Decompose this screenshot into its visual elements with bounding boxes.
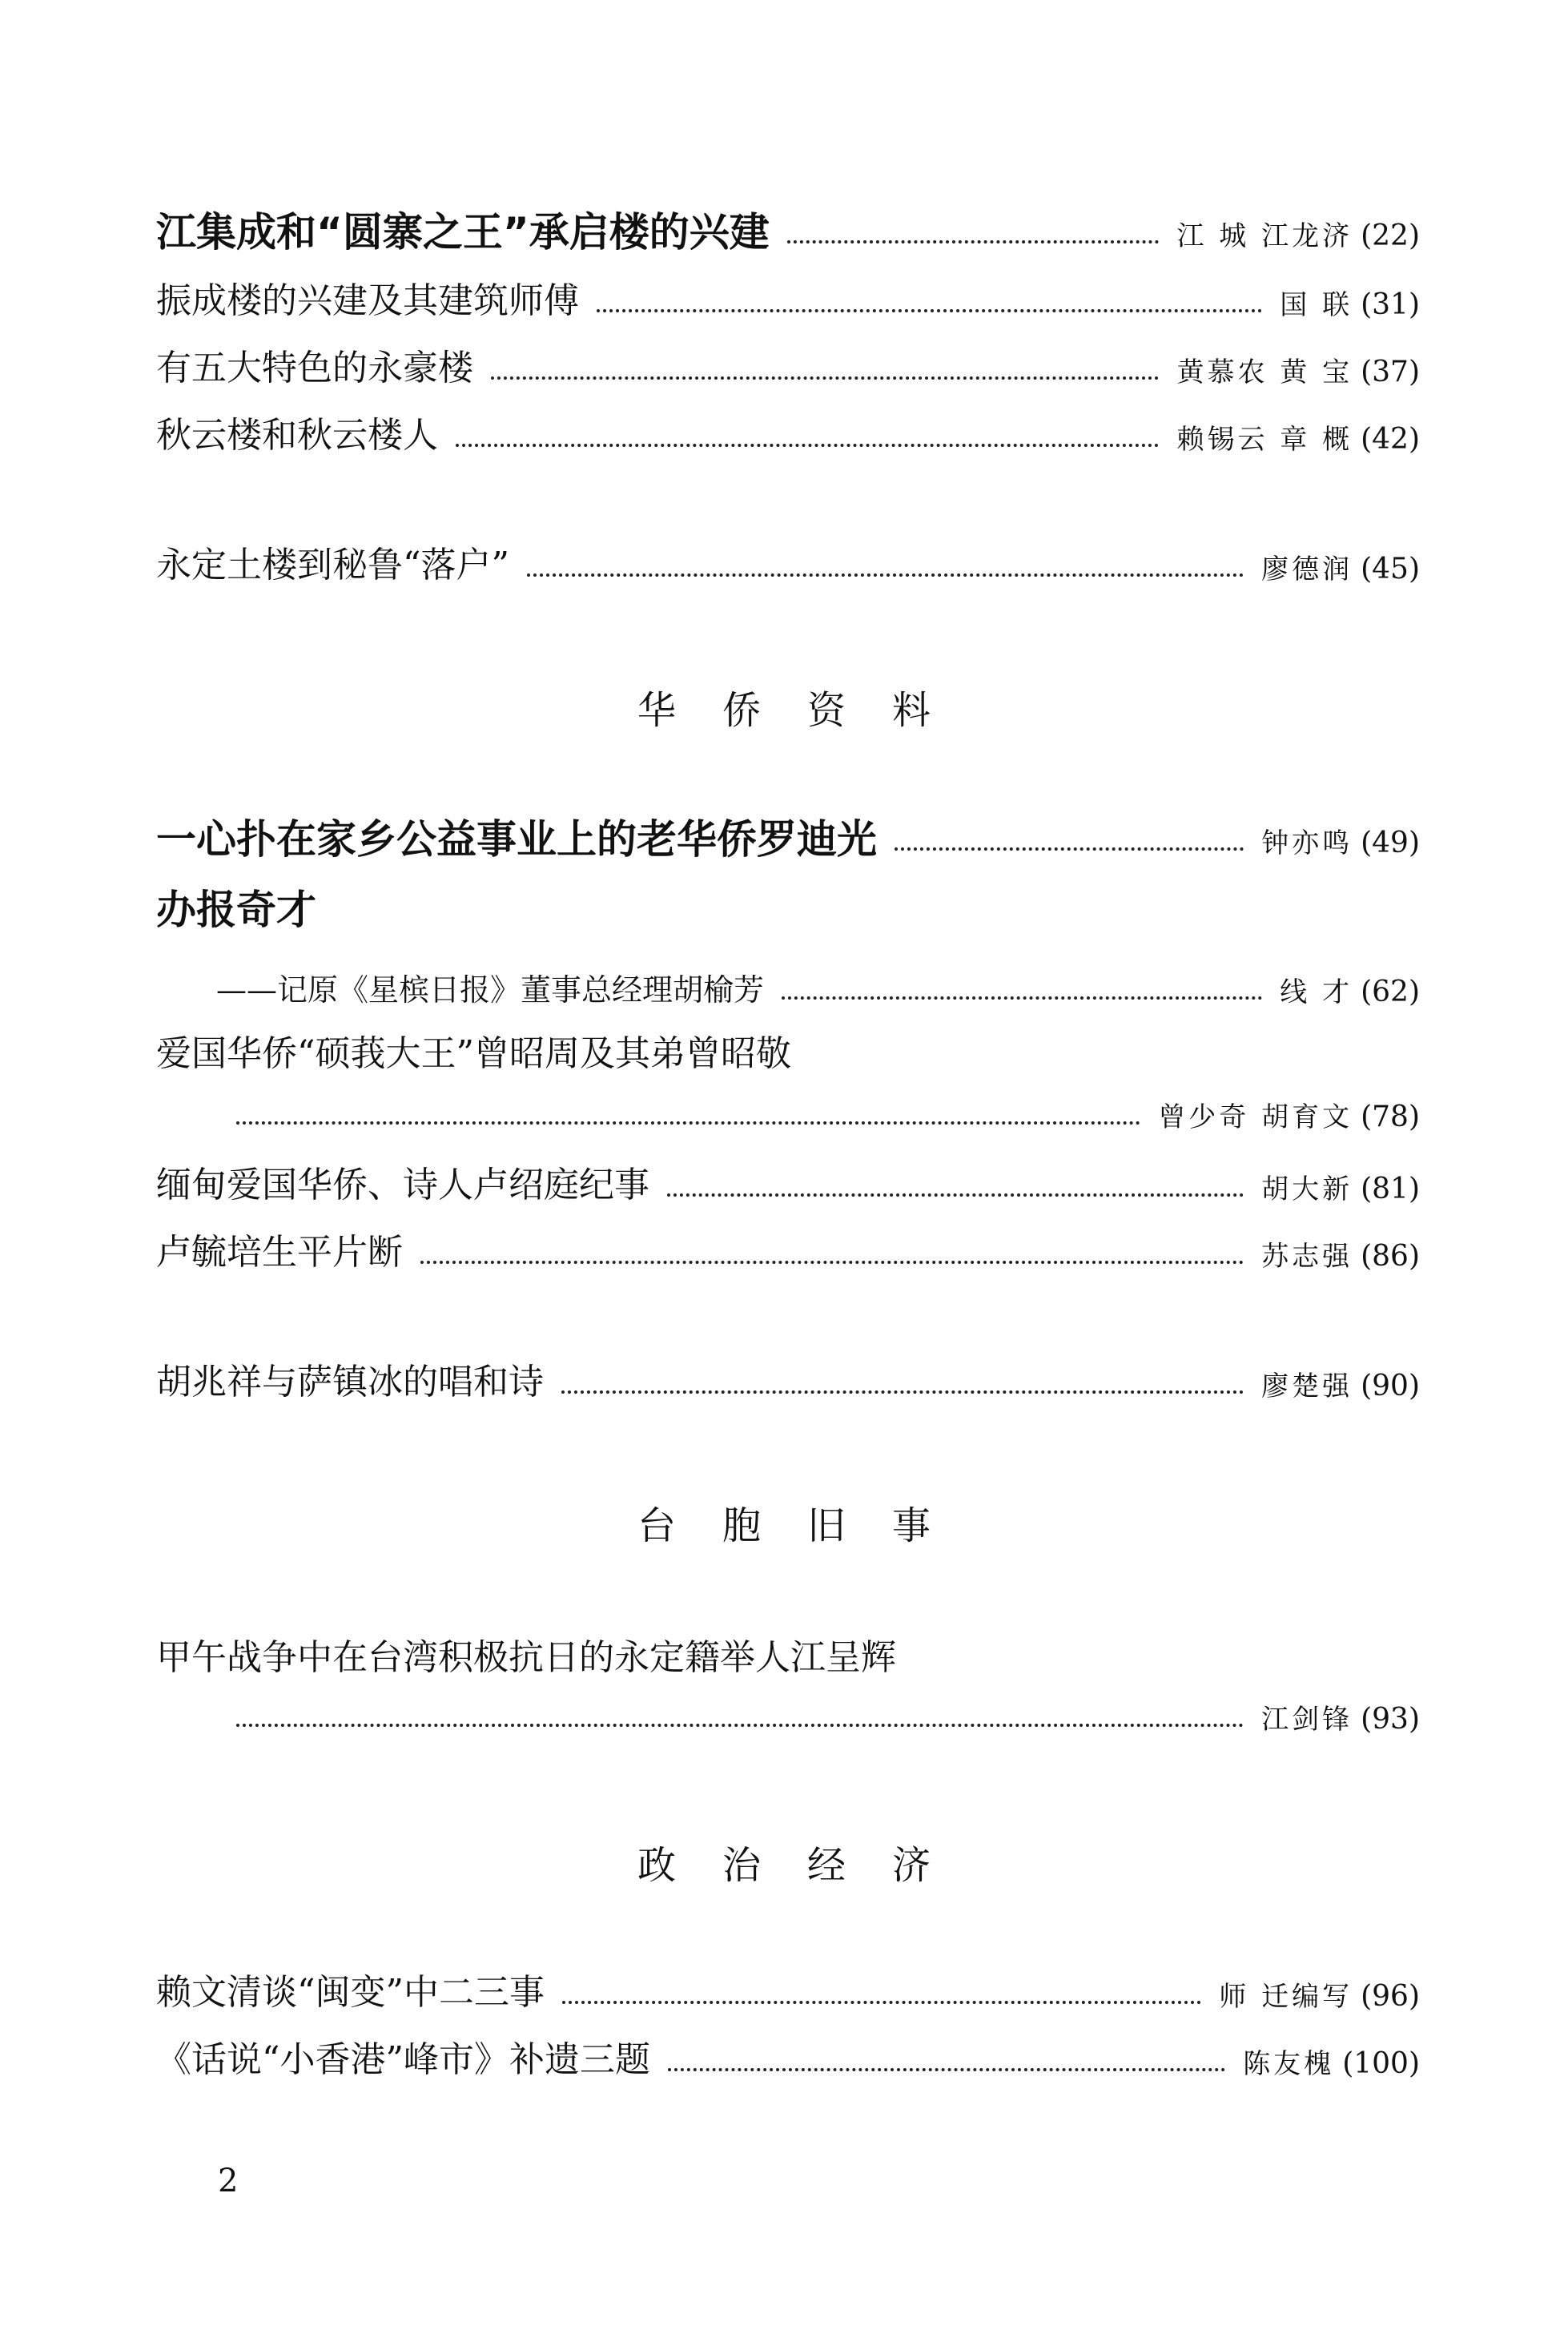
entry-page: (78) bbox=[1361, 1101, 1420, 1133]
toc-entry bbox=[156, 344, 1420, 392]
entry-author: 胡大新 bbox=[1261, 1173, 1353, 1205]
entry-page: (86) bbox=[1361, 1240, 1420, 1273]
entry-title: 甲午战争中在台湾积极抗日的永定籍举人江呈辉 bbox=[156, 1637, 896, 1678]
entry-title: 胡兆祥与萨镇冰的唱和诗 bbox=[156, 1362, 544, 1402]
entry-page: (90) bbox=[1361, 1370, 1420, 1402]
entry-author: 黄慕农 黄 宝 bbox=[1176, 356, 1353, 388]
dot-leader bbox=[527, 573, 1244, 577]
dot-leader bbox=[787, 240, 1160, 243]
entry-author: 曾少奇 胡育文 bbox=[1158, 1101, 1353, 1133]
section-heading: 台胞旧事 bbox=[637, 1503, 977, 1548]
toc-entry-continuation bbox=[156, 1700, 1420, 1740]
toc-entry bbox=[156, 1358, 1420, 1406]
toc-entry bbox=[156, 1161, 1420, 1209]
entry-page: (100) bbox=[1342, 2047, 1420, 2080]
entry-page: (42) bbox=[1361, 423, 1420, 456]
entry-title: 有五大特色的永豪楼 bbox=[156, 348, 473, 388]
entry-author: 赖锡云 章 概 bbox=[1176, 424, 1353, 456]
entry-page: (45) bbox=[1361, 553, 1420, 586]
toc-entry bbox=[156, 208, 1420, 256]
entry-title: 赖文清谈“闽变”中二三事 bbox=[156, 1972, 545, 2013]
dot-leader bbox=[491, 376, 1159, 380]
entry-title: 缅甸爱国华侨、诗人卢绍庭纪事 bbox=[156, 1165, 649, 1205]
entry-author: 苏志强 bbox=[1261, 1241, 1353, 1273]
entry-page: (81) bbox=[1361, 1173, 1420, 1205]
dot-leader bbox=[561, 1390, 1244, 1394]
entry-page: (22) bbox=[1361, 219, 1420, 252]
entry-page: (93) bbox=[1361, 1703, 1420, 1736]
toc-entry bbox=[156, 541, 1420, 590]
toc-entry-subtitle bbox=[156, 968, 1420, 1012]
entry-title: 江集成和“圆寨之王”承启楼的兴建 bbox=[156, 209, 770, 256]
entry-title: 振成楼的兴建及其建筑师傅 bbox=[156, 280, 579, 321]
entry-title: 《话说“小香港”峰市》补遗三题 bbox=[156, 2039, 650, 2080]
toc-entry-continuation bbox=[156, 1097, 1420, 1137]
dot-leader bbox=[562, 2001, 1201, 2004]
toc-entry bbox=[156, 815, 1420, 863]
section-heading: 政治经济 bbox=[637, 1843, 977, 1888]
entry-author: 江剑锋 bbox=[1261, 1704, 1353, 1736]
toc-entry bbox=[156, 2036, 1420, 2084]
toc-entry bbox=[156, 277, 1420, 325]
dot-leader bbox=[420, 1261, 1244, 1264]
toc-entry bbox=[156, 1030, 1420, 1078]
entry-author: 国 联 bbox=[1280, 289, 1353, 321]
dot-leader bbox=[782, 996, 1262, 1000]
dot-leader bbox=[456, 444, 1159, 447]
dot-leader bbox=[667, 1193, 1244, 1197]
dot-leader bbox=[895, 847, 1244, 851]
entry-title: 永定土楼到秘鲁“落户” bbox=[156, 545, 509, 586]
dot-leader bbox=[668, 2068, 1225, 2071]
entry-author: 江 城 江龙济 bbox=[1176, 220, 1353, 252]
toc-entry bbox=[156, 886, 1420, 934]
dot-leader bbox=[236, 1724, 1244, 1727]
entry-author: 廖德润 bbox=[1261, 553, 1353, 586]
entry-author: 钟亦鸣 bbox=[1261, 827, 1353, 859]
toc-entry bbox=[156, 1229, 1420, 1277]
toc-entry bbox=[156, 412, 1420, 460]
entry-page: (31) bbox=[1361, 288, 1420, 321]
entry-title: 办报奇才 bbox=[156, 887, 316, 933]
entry-author: 陈友槐 bbox=[1243, 2048, 1335, 2080]
toc-entry bbox=[156, 1634, 1420, 1682]
entry-author: 线 才 bbox=[1280, 976, 1353, 1008]
entry-title: 秋云楼和秋云楼人 bbox=[156, 415, 438, 456]
section-heading: 华侨资料 bbox=[637, 688, 977, 733]
entry-page: (37) bbox=[1361, 356, 1420, 388]
entry-page: (49) bbox=[1361, 827, 1420, 859]
entry-page: (96) bbox=[1361, 1980, 1420, 2013]
entry-title: 卢毓培生平片断 bbox=[156, 1232, 403, 1273]
entry-title: 一心扑在家乡公益事业上的老华侨罗迪光 bbox=[156, 816, 877, 863]
dot-leader bbox=[236, 1121, 1140, 1125]
entry-author: 廖楚强 bbox=[1261, 1370, 1353, 1402]
page-number: 2 bbox=[218, 2163, 239, 2199]
entry-title: 爱国华侨“硕莪大王”曾昭周及其弟曾昭敬 bbox=[156, 1033, 791, 1074]
entry-subtitle: ——记原《星槟日报》董事总经理胡榆芳 bbox=[216, 972, 765, 1008]
dot-leader bbox=[597, 309, 1262, 312]
entry-page: (62) bbox=[1361, 976, 1420, 1008]
entry-author: 师 迁编写 bbox=[1219, 1981, 1353, 2013]
toc-entry bbox=[156, 1969, 1420, 2017]
